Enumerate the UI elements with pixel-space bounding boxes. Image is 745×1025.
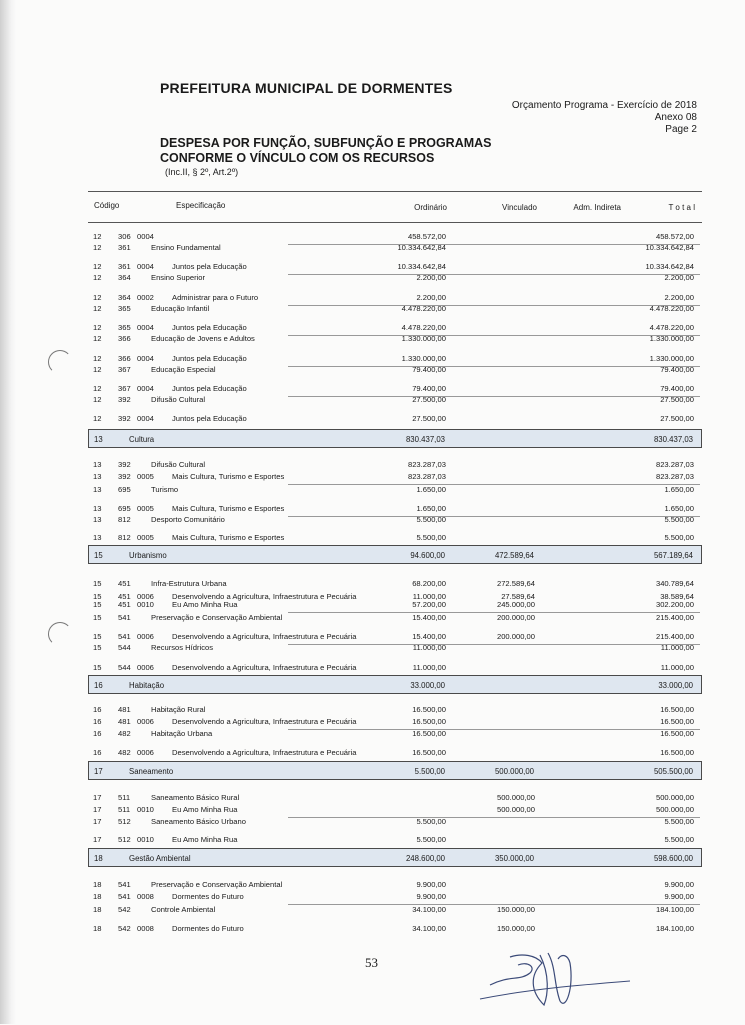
cell-total: 5.500,00	[664, 835, 694, 844]
cell-ordinario: 27.500,00	[412, 395, 446, 404]
function-total-row	[88, 545, 702, 564]
cell-subfunction-code: 544	[118, 663, 131, 672]
cell-description: Eu Amo Minha Rua	[172, 835, 238, 844]
cell-ordinario: 34.100,00	[412, 924, 446, 933]
table-row	[88, 484, 702, 496]
cell-function-code: 16	[93, 729, 102, 738]
cell-function-code: 12	[93, 354, 102, 363]
cell-ordinario: 248.600,00	[405, 854, 445, 863]
cell-ordinario: 823.287,03	[407, 472, 446, 481]
cell-program-code: 0010	[137, 805, 154, 814]
cell-ordinario: 1.650,00	[416, 485, 446, 494]
cell-function-code: 18	[93, 892, 102, 901]
cell-description: Desenvolvendo a Agricultura, Infraestrutura e Pecuária	[172, 632, 357, 641]
cell-total: 823.287,03	[655, 460, 694, 469]
cell-ordinario: 16.500,00	[412, 705, 446, 714]
cell-subfunction-code: 482	[118, 748, 131, 757]
cell-ordinario: 68.200,00	[412, 579, 446, 588]
cell-description: Educação Especial	[151, 365, 216, 374]
cell-function-code: 13	[93, 460, 102, 469]
cell-program-code: 0008	[137, 924, 154, 933]
cell-function-code: 13	[94, 435, 103, 444]
cell-ordinario: 9.900,00	[416, 892, 446, 901]
cell-subfunction-code: 511	[118, 805, 131, 814]
cell-description: Dormentes do Futuro	[172, 924, 244, 933]
cell-total: 10.334.642,84	[645, 262, 694, 271]
cell-ordinario: 34.100,00	[412, 905, 446, 914]
cell-description: Turismo	[151, 485, 179, 494]
function-total-row	[88, 848, 702, 867]
cell-ordinario: 94.600,00	[410, 551, 445, 560]
cell-subfunction-code: 695	[118, 504, 131, 513]
cell-function-code: 17	[94, 767, 103, 776]
table-row	[88, 642, 702, 654]
cell-description: Desenvolvendo a Agricultura, Infraestrutura e Pecuária	[172, 663, 357, 672]
cell-description: Ensino Fundamental	[151, 243, 221, 252]
cell-description: Eu Amo Minha Rua	[172, 805, 238, 814]
cell-total: 302.200,00	[655, 600, 694, 609]
cell-description: Saneamento Básico Urbano	[151, 817, 246, 826]
cell-description: Recursos Hídricos	[151, 643, 214, 652]
cell-ordinario: 2.200,00	[416, 293, 446, 302]
cell-description: Habitação Urbana	[151, 729, 213, 738]
cell-total: 79.400,00	[660, 365, 694, 374]
report-title-line1: DESPESA POR FUNÇÃO, SUBFUNÇÃO E PROGRAMAS	[160, 136, 492, 150]
cell-description: Educação Infantil	[151, 304, 210, 313]
page-label: Page 2	[665, 124, 697, 135]
cell-total: 9.900,00	[664, 880, 694, 889]
cell-subfunction-code: 365	[118, 304, 131, 313]
table-row	[88, 578, 702, 590]
table-row	[88, 747, 702, 759]
cell-ordinario: 830.437,03	[405, 435, 445, 444]
cell-vinculado: 200.000,00	[496, 613, 535, 622]
cell-program-code: 0006	[137, 663, 154, 672]
cell-program-code: 0005	[137, 472, 154, 481]
cell-ordinario: 10.334.642,84	[397, 243, 446, 252]
cell-subfunction-code: 392	[118, 460, 131, 469]
cell-function-code: 15	[93, 579, 102, 588]
cell-subfunction-code: 541	[118, 892, 131, 901]
cell-function-code: 18	[93, 924, 102, 933]
cell-function-code: 17	[93, 817, 102, 826]
cell-total: 340.789,64	[655, 579, 694, 588]
cell-function-code: 12	[93, 304, 102, 313]
cell-vinculado: 350.000,00	[494, 854, 534, 863]
col-header-especificacao: Especificação	[176, 201, 226, 210]
cell-ordinario: 5.500,00	[416, 533, 446, 542]
cell-total: 598.600,00	[653, 854, 693, 863]
col-header-vinculado: Vinculado	[502, 203, 537, 212]
cell-total: 2.200,00	[664, 273, 694, 282]
cell-vinculado: 27.589,64	[501, 592, 535, 601]
cell-total: 567.189,64	[653, 551, 693, 560]
cell-function-code: 13	[93, 504, 102, 513]
table-row	[88, 891, 702, 903]
cell-program-code: 0004	[137, 262, 154, 271]
cell-ordinario: 16.500,00	[412, 729, 446, 738]
cell-program-code: 0004	[137, 354, 154, 363]
cell-vinculado: 150.000,00	[496, 924, 535, 933]
col-header-total: T o t a l	[668, 203, 695, 212]
cell-description: Juntos pela Educação	[172, 414, 247, 423]
cell-total: 458.572,00	[655, 232, 694, 241]
cell-total: 10.334.642,84	[645, 243, 694, 252]
cell-total: 11.000,00	[660, 643, 694, 652]
cell-description: Educação de Jovens e Adultos	[151, 334, 255, 343]
cell-function-code: 17	[93, 805, 102, 814]
cell-ordinario: 4.478.220,00	[401, 323, 446, 332]
cell-subfunction-code: 364	[118, 293, 131, 302]
table-row	[88, 792, 702, 804]
report-title-line2: CONFORME O VÍNCULO COM OS RECURSOS	[160, 151, 435, 165]
cell-description: Infra-Estrutura Urbana	[151, 579, 227, 588]
header-rule-bottom	[88, 222, 702, 223]
cell-subfunction-code: 481	[118, 717, 131, 726]
table-row	[88, 242, 702, 254]
cell-total: 16.500,00	[660, 729, 694, 738]
cell-function-code: 18	[93, 905, 102, 914]
table-row	[88, 599, 702, 611]
cell-program-code: 0010	[137, 600, 154, 609]
cell-function-code: 15	[93, 592, 102, 601]
cell-function-code: 15	[93, 613, 102, 622]
table-row	[88, 662, 702, 674]
cell-ordinario: 16.500,00	[412, 717, 446, 726]
cell-description: Controle Ambiental	[151, 905, 216, 914]
cell-description: Dormentes do Futuro	[172, 892, 244, 901]
cell-vinculado: 272.589,64	[496, 579, 535, 588]
cell-subfunction-code: 451	[118, 592, 131, 601]
table-row	[88, 612, 702, 624]
cell-vinculado: 245.000,00	[496, 600, 535, 609]
cell-function-code: 13	[93, 533, 102, 542]
cell-vinculado: 500.000,00	[496, 805, 535, 814]
cell-function-code: 18	[93, 880, 102, 889]
cell-total: 27.500,00	[660, 395, 694, 404]
punch-hole-mark	[48, 350, 72, 374]
cell-subfunction-code: 512	[118, 817, 131, 826]
cell-vinculado: 500.000,00	[496, 793, 535, 802]
table-row	[88, 716, 702, 728]
table-row	[88, 904, 702, 916]
scan-edge-shadow	[0, 0, 16, 1024]
cell-description: Cultura	[129, 435, 155, 444]
cell-function-code: 12	[93, 293, 102, 302]
table-row	[88, 704, 702, 716]
cell-subfunction-code: 365	[118, 323, 131, 332]
cell-total: 79.400,00	[660, 384, 694, 393]
cell-total: 5.500,00	[664, 533, 694, 542]
cell-ordinario: 1.330.000,00	[401, 334, 446, 343]
cell-ordinario: 2.200,00	[416, 273, 446, 282]
cell-ordinario: 79.400,00	[412, 365, 446, 374]
table-row	[88, 364, 702, 376]
cell-subfunction-code: 812	[118, 515, 131, 524]
table-row	[88, 923, 702, 935]
cell-description: Saneamento Básico Rural	[151, 793, 240, 802]
cell-subfunction-code: 541	[118, 613, 131, 622]
cell-description: Desporto Comunitário	[151, 515, 225, 524]
cell-total: 500.000,00	[655, 805, 694, 814]
cell-description: Mais Cultura, Turismo e Esportes	[172, 504, 285, 513]
cell-total: 4.478.220,00	[649, 304, 694, 313]
table-row	[88, 272, 702, 284]
municipality-title: PREFEITURA MUNICIPAL DE DORMENTES	[160, 80, 453, 96]
cell-function-code: 12	[93, 243, 102, 252]
cell-subfunction-code: 361	[118, 262, 131, 271]
function-total-row	[88, 429, 702, 448]
cell-total: 11.000,00	[660, 663, 694, 672]
header-rule-top	[88, 191, 702, 192]
cell-ordinario: 10.334.642,84	[397, 262, 446, 271]
cell-function-code: 12	[93, 232, 102, 241]
cell-function-code: 16	[93, 717, 102, 726]
cell-ordinario: 15.400,00	[412, 613, 446, 622]
cell-description: Desenvolvendo a Agricultura, Infraestrutura e Pecuária	[172, 717, 357, 726]
cell-function-code: 15	[93, 663, 102, 672]
table-row	[88, 413, 702, 425]
cell-description: Juntos pela Educação	[172, 262, 247, 271]
cell-subfunction-code: 542	[118, 905, 131, 914]
cell-function-code: 16	[93, 748, 102, 757]
cell-program-code: 0004	[137, 323, 154, 332]
annex-label: Anexo 08	[654, 112, 697, 123]
table-row	[88, 471, 702, 483]
cell-vinculado: 472.589,64	[494, 551, 534, 560]
cell-subfunction-code: 306	[118, 232, 131, 241]
col-header-ordinario: Ordinário	[414, 203, 447, 212]
cell-program-code: 0006	[137, 748, 154, 757]
cell-function-code: 12	[93, 414, 102, 423]
cell-function-code: 12	[93, 365, 102, 374]
cell-ordinario: 9.900,00	[416, 880, 446, 889]
cell-description: Desenvolvendo a Agricultura, Infraestrutura e Pecuária	[172, 748, 357, 757]
col-header-adm-indireta: Adm. Indireta	[573, 203, 621, 212]
cell-function-code: 12	[93, 262, 102, 271]
cell-description: Juntos pela Educação	[172, 354, 247, 363]
budget-line: Orçamento Programa - Exercício de 2018	[511, 100, 697, 111]
cell-subfunction-code: 392	[118, 395, 131, 404]
cell-function-code: 18	[94, 854, 103, 863]
cell-description: Administrar para o Futuro	[172, 293, 259, 302]
cell-subfunction-code: 364	[118, 273, 131, 282]
cell-ordinario: 57.200,00	[412, 600, 446, 609]
cell-description: Habitação	[129, 681, 165, 690]
function-total-row	[88, 675, 702, 694]
cell-description: Desenvolvendo a Agricultura, Infraestrutura e Pecuária	[172, 592, 357, 601]
cell-program-code: 0006	[137, 632, 154, 641]
cell-ordinario: 458.572,00	[407, 232, 446, 241]
cell-function-code: 12	[93, 323, 102, 332]
cell-total: 38.589,64	[660, 592, 694, 601]
cell-subfunction-code: 367	[118, 365, 131, 374]
cell-ordinario: 1.330.000,00	[401, 354, 446, 363]
cell-description: Difusão Cultural	[151, 460, 206, 469]
cell-subfunction-code: 366	[118, 334, 131, 343]
cell-vinculado: 200.000,00	[496, 632, 535, 641]
cell-subfunction-code: 451	[118, 600, 131, 609]
cell-total: 2.200,00	[664, 293, 694, 302]
cell-subfunction-code: 541	[118, 880, 131, 889]
table-row	[88, 394, 702, 406]
cell-total: 33.000,00	[658, 681, 693, 690]
cell-total: 1.330.000,00	[649, 354, 694, 363]
cell-function-code: 17	[93, 793, 102, 802]
cell-subfunction-code: 511	[118, 793, 131, 802]
cell-subfunction-code: 482	[118, 729, 131, 738]
cell-total: 27.500,00	[660, 414, 694, 423]
cell-ordinario: 11.000,00	[412, 592, 446, 601]
cell-ordinario: 79.400,00	[412, 384, 446, 393]
cell-subfunction-code: 541	[118, 632, 131, 641]
cell-program-code: 0004	[137, 384, 154, 393]
cell-ordinario: 16.500,00	[412, 748, 446, 757]
cell-ordinario: 5.500,00	[416, 817, 446, 826]
cell-function-code: 12	[93, 384, 102, 393]
cell-program-code: 0002	[137, 293, 154, 302]
table-row	[88, 532, 702, 544]
cell-ordinario: 5.500,00	[414, 767, 445, 776]
table-row	[88, 879, 702, 891]
cell-ordinario: 1.650,00	[416, 504, 446, 513]
cell-vinculado: 150.000,00	[496, 905, 535, 914]
signature	[470, 945, 670, 1025]
table-row	[88, 459, 702, 471]
cell-function-code: 12	[93, 273, 102, 282]
cell-function-code: 15	[93, 632, 102, 641]
cell-total: 823.287,03	[655, 472, 694, 481]
cell-program-code: 0006	[137, 717, 154, 726]
cell-total: 505.500,00	[653, 767, 693, 776]
cell-ordinario: 11.000,00	[412, 663, 446, 672]
col-header-codigo: Código	[94, 201, 120, 210]
cell-total: 4.478.220,00	[649, 323, 694, 332]
cell-subfunction-code: 361	[118, 243, 131, 252]
cell-function-code: 13	[93, 485, 102, 494]
cell-description: Saneamento	[129, 767, 174, 776]
cell-description: Preservação e Conservação Ambiental	[151, 613, 283, 622]
cell-total: 215.400,00	[655, 632, 694, 641]
table-row	[88, 333, 702, 345]
cell-ordinario: 5.500,00	[416, 835, 446, 844]
cell-total: 830.437,03	[653, 435, 693, 444]
cell-subfunction-code: 544	[118, 643, 131, 652]
cell-total: 5.500,00	[664, 817, 694, 826]
table-row	[88, 804, 702, 816]
cell-total: 184.100,00	[655, 924, 694, 933]
cell-function-code: 15	[93, 600, 102, 609]
cell-total: 1.650,00	[664, 504, 694, 513]
cell-total: 16.500,00	[660, 717, 694, 726]
cell-total: 1.650,00	[664, 485, 694, 494]
legal-reference: (Inc.II, § 2º, Art.2º)	[165, 167, 239, 177]
punch-hole-mark	[48, 622, 72, 646]
cell-total: 9.900,00	[664, 892, 694, 901]
cell-subfunction-code: 481	[118, 705, 131, 714]
cell-ordinario: 5.500,00	[416, 515, 446, 524]
cell-program-code: 0008	[137, 892, 154, 901]
cell-ordinario: 4.478.220,00	[401, 304, 446, 313]
cell-vinculado: 500.000,00	[494, 767, 534, 776]
cell-description: Preservação e Conservação Ambiental	[151, 880, 283, 889]
cell-description: Juntos pela Educação	[172, 384, 247, 393]
cell-function-code: 15	[94, 551, 103, 560]
cell-description: Difusão Cultural	[151, 395, 206, 404]
cell-program-code: 0006	[137, 592, 154, 601]
cell-description: Mais Cultura, Turismo e Esportes	[172, 472, 285, 481]
cell-ordinario: 33.000,00	[410, 681, 445, 690]
cell-ordinario: 823.287,03	[407, 460, 446, 469]
cell-description: Juntos pela Educação	[172, 323, 247, 332]
cell-subfunction-code: 542	[118, 924, 131, 933]
cell-program-code: 0004	[137, 232, 154, 241]
cell-total: 5.500,00	[664, 515, 694, 524]
cell-subfunction-code: 695	[118, 485, 131, 494]
cell-function-code: 12	[93, 395, 102, 404]
cell-total: 16.500,00	[660, 705, 694, 714]
cell-description: Mais Cultura, Turismo e Esportes	[172, 533, 285, 542]
cell-description: Habitação Rural	[151, 705, 206, 714]
cell-subfunction-code: 451	[118, 579, 131, 588]
cell-function-code: 16	[93, 705, 102, 714]
cell-total: 16.500,00	[660, 748, 694, 757]
cell-subfunction-code: 392	[118, 472, 131, 481]
cell-program-code: 0005	[137, 533, 154, 542]
cell-function-code: 12	[93, 334, 102, 343]
cell-program-code: 0004	[137, 414, 154, 423]
cell-description: Gestão Ambiental	[129, 854, 191, 863]
table-row	[88, 816, 702, 828]
cell-total: 184.100,00	[655, 905, 694, 914]
cell-total: 215.400,00	[655, 613, 694, 622]
function-total-row	[88, 761, 702, 780]
cell-function-code: 17	[93, 835, 102, 844]
cell-description: Urbanismo	[129, 551, 167, 560]
cell-program-code: 0005	[137, 504, 154, 513]
cell-subfunction-code: 512	[118, 835, 131, 844]
cell-subfunction-code: 812	[118, 533, 131, 542]
cell-function-code: 13	[93, 472, 102, 481]
table-row	[88, 303, 702, 315]
cell-function-code: 16	[94, 681, 103, 690]
cell-subfunction-code: 366	[118, 354, 131, 363]
cell-ordinario: 11.000,00	[412, 643, 446, 652]
cell-subfunction-code: 392	[118, 414, 131, 423]
cell-description: Eu Amo Minha Rua	[172, 600, 238, 609]
cell-subfunction-code: 367	[118, 384, 131, 393]
table-row	[88, 834, 702, 846]
page-number: 53	[365, 955, 378, 970]
table-row	[88, 514, 702, 526]
cell-ordinario: 27.500,00	[412, 414, 446, 423]
table-row	[88, 728, 702, 740]
cell-program-code: 0010	[137, 835, 154, 844]
cell-ordinario: 15.400,00	[412, 632, 446, 641]
cell-total: 500.000,00	[655, 793, 694, 802]
cell-description: Ensino Superior	[151, 273, 206, 282]
cell-function-code: 15	[93, 643, 102, 652]
cell-total: 1.330.000,00	[649, 334, 694, 343]
cell-function-code: 13	[93, 515, 102, 524]
